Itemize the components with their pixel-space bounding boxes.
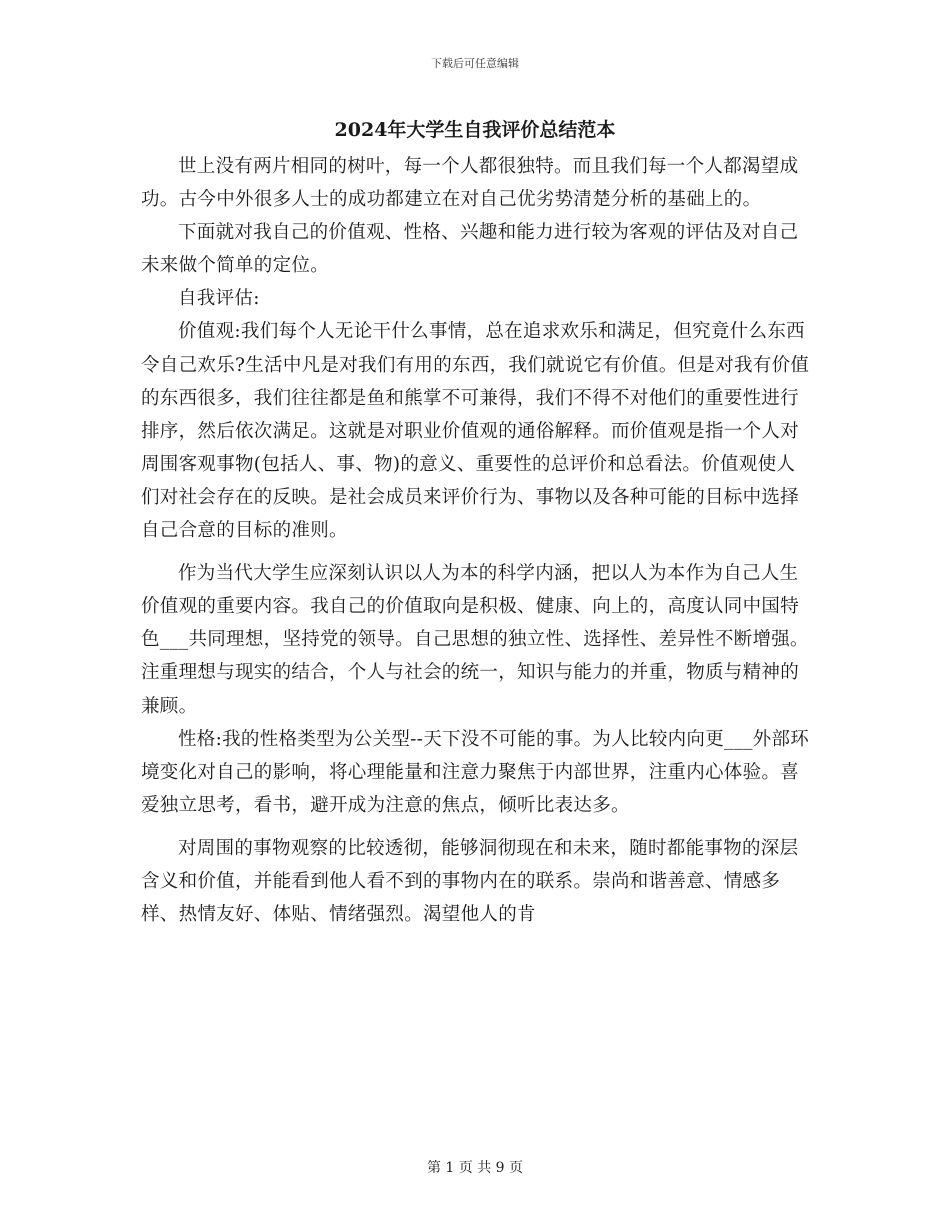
page-header-note: 下载后可任意编辑 [431,57,519,70]
paragraph-values: 价值观:我们每个人无论干什么事情，总在追求欢乐和满足，但究竟什么东西令自己欢乐?生活中凡是对我们有用的东西，我们就说它有价值。但是对我有价值的东西很多，我们往往都是鱼和熊掌不可兼得，我们不得不对他们的重要性进行排序，然后依次满足。这就是对职业价值观的通俗解释。而价值观是指一个人对周围客观事物(包括人、事、物)的意义、重要性的总评价和总看法。价值观使人们对社会存在的反映。是社会成员来评价行为、事物以及各种可能的目标中选择自己合意的目标的准则。 [141,321,810,542]
paragraph-personality: 性格:我的性格类型为公关型--天下没不可能的事。为人比较内向更___外部环境变化对自己的影响，将心理能量和注意力聚焦于内部世界，注重内心体验。喜爱独立思考，看书，避开成为注意的焦点，倾听比表达多。 [141,728,810,816]
page-number-footer: 第 1 页 共 9 页 [426,1160,524,1176]
paragraph-self-assessment-heading: 自我评估: [178,288,260,310]
paragraph-values-orientation: 作为当代大学生应深刻认识以人为本的科学内涵，把以人为本作为自己人生价值观的重要内容。我自己的价值取向是积极、健康、向上的，高度认同中国特色___共同理想，坚持党的领导。自己思想的独立性、选择性、差异性不断增强。注重理想与现实的结合，个人与社会的统一，知识与能力的并重，物质与精神的兼顾。 [141,563,809,717]
paragraph-intro: 世上没有两片相同的树叶，每一个人都很独特。而且我们每一个人都渴望成功。古今中外很多人士的成功都建立在对自己优劣势清楚分析的基础上的。 [141,156,799,211]
document-body [141,150,813,931]
paragraph-purpose: 下面就对我自己的价值观、性格、兴趣和能力进行较为客观的评估及对自己未来做个简单的定位。 [141,222,799,277]
document-title: 2024年大学生自我评价总结范本 [334,119,616,141]
paragraph-observation: 对周围的事物观察的比较透彻，能够洞彻现在和未来，随时都能事物的深层含义和价值，并能看到他人看不到的事物内在的联系。崇尚和谐善意、情感多样、热情友好、体贴、情绪强烈。渴望他人的肯 [141,837,799,926]
